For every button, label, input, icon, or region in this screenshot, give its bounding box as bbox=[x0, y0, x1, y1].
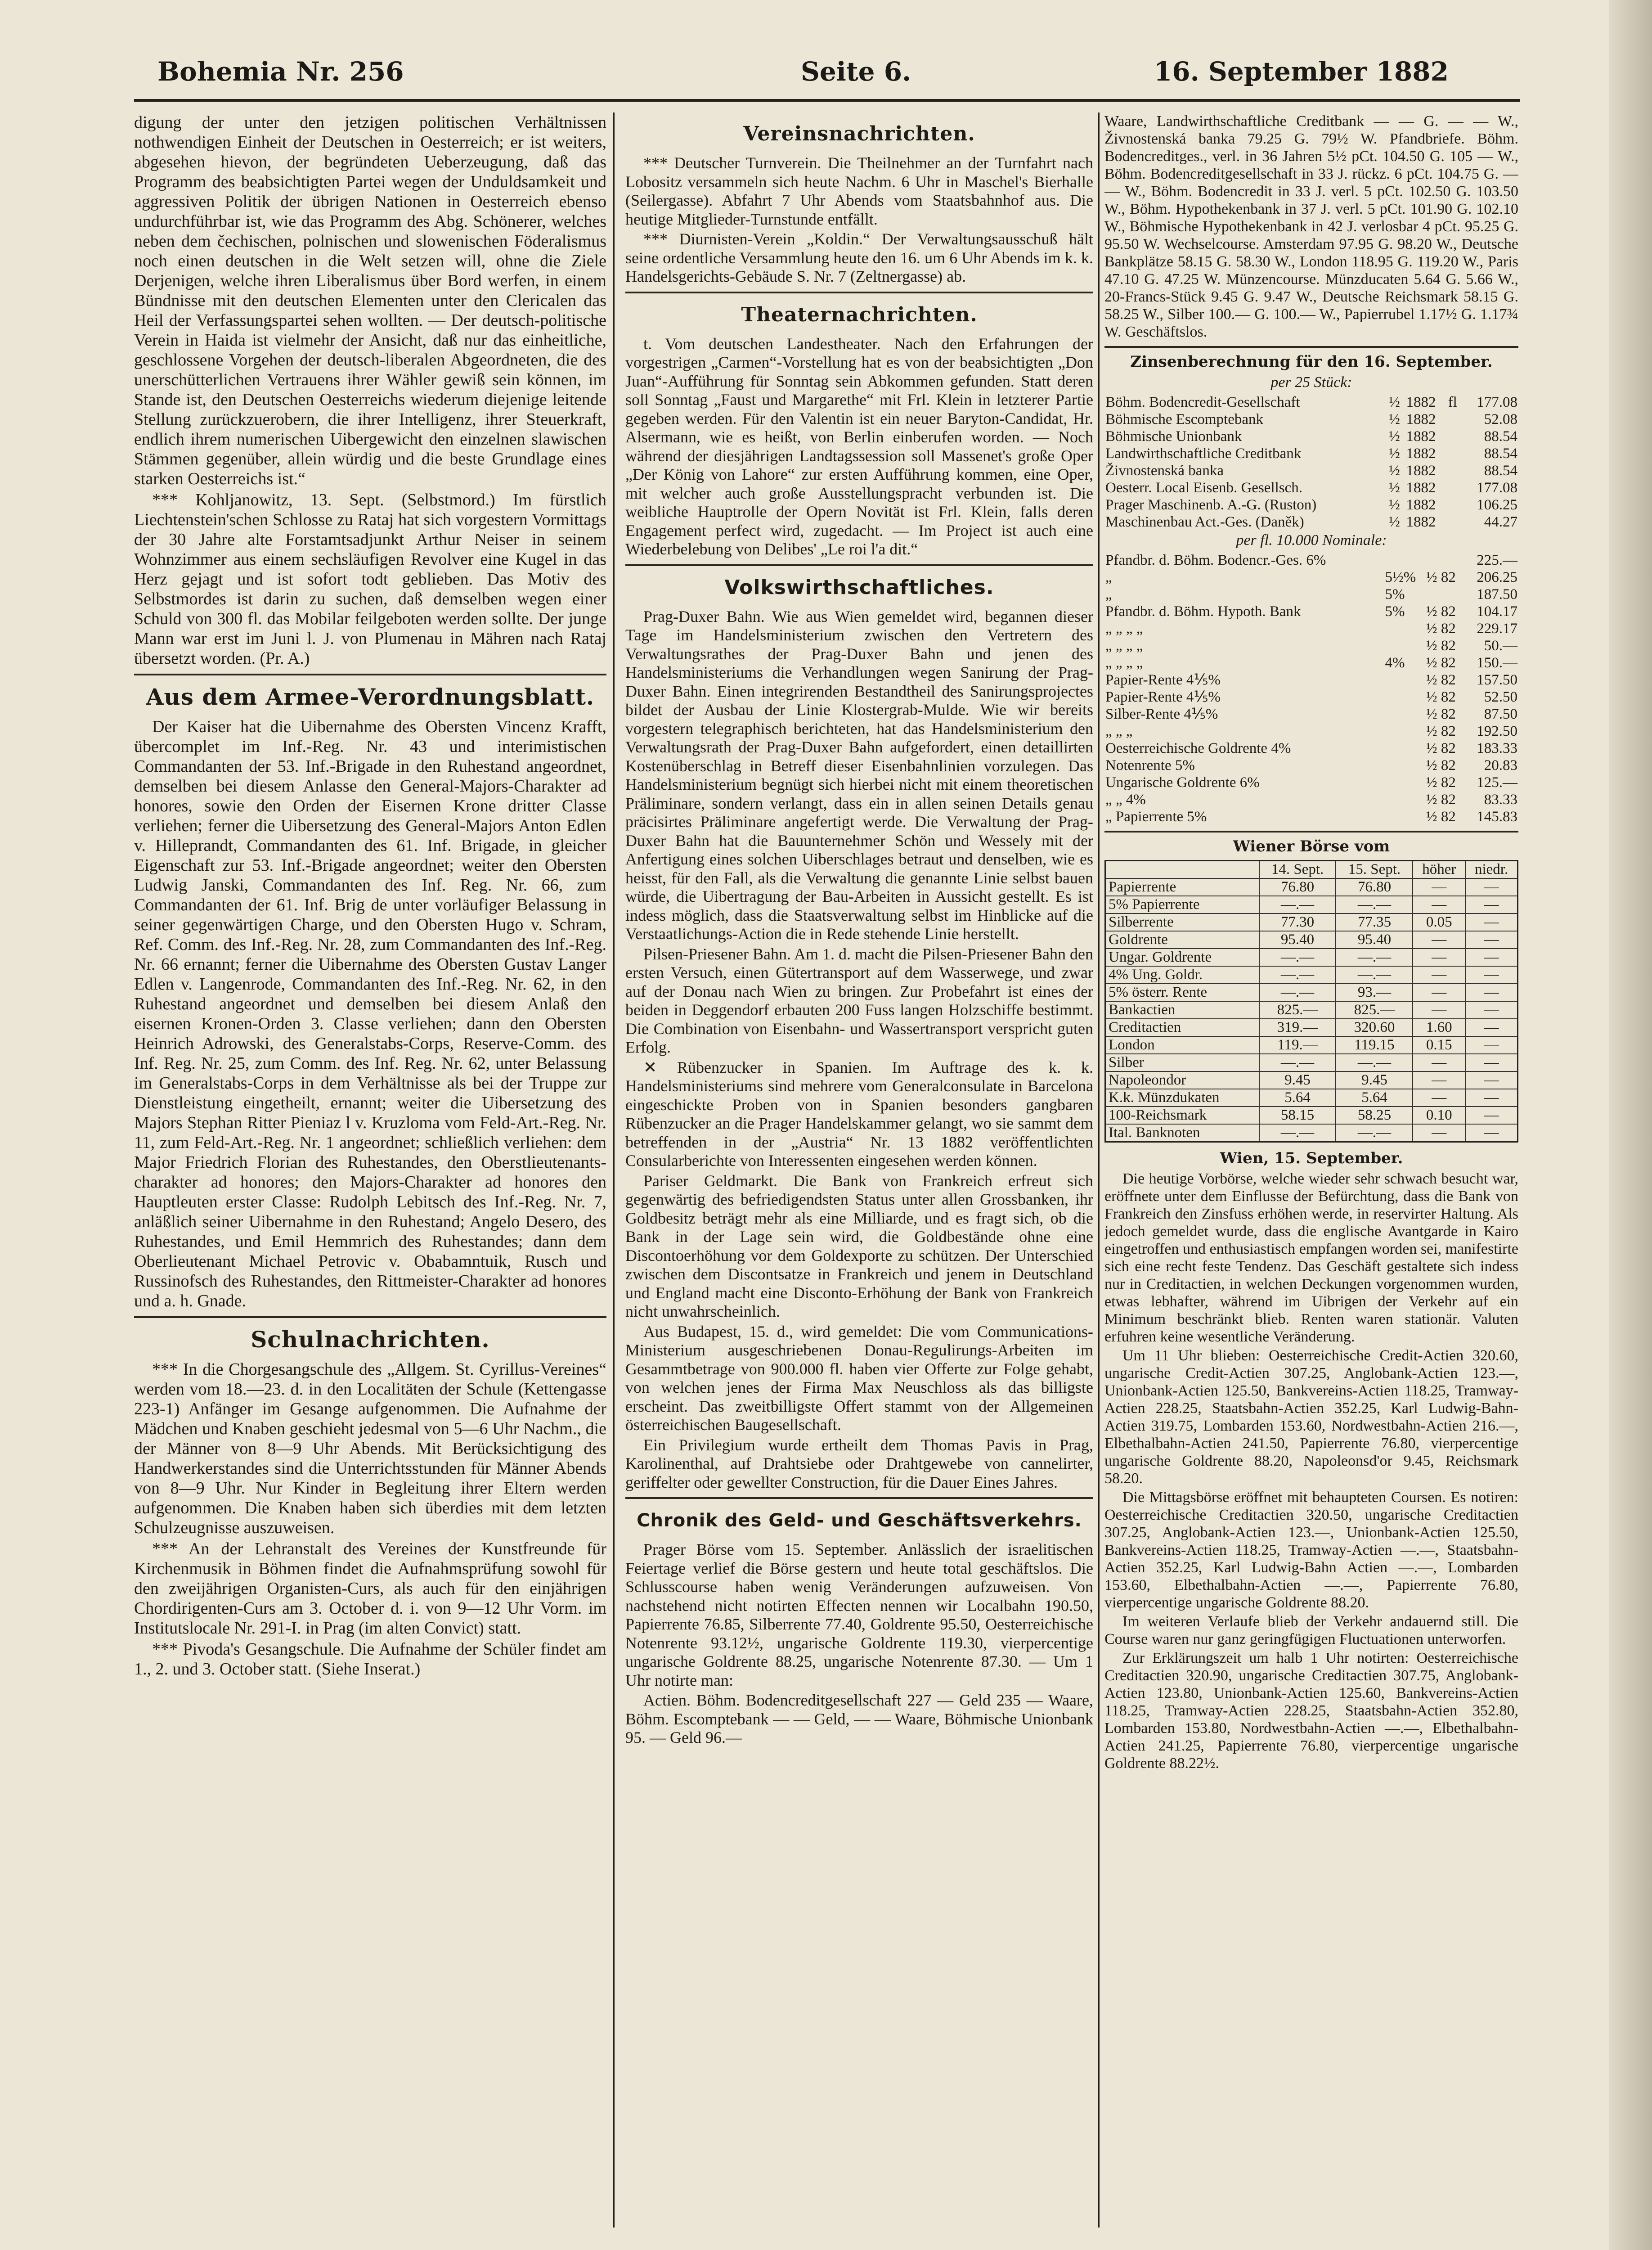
article-paragraph: Pariser Geldmarkt. Die Bank von Frankreich erfreut sich gegenwärtig des befriedigendsten Status unter allen Grossbanken, ihr Goldbesitz beträgt mehr als eine Milliarde, und es fragt sich, ob die Bank in der Lage sein wird, die Goldbestände ohne eine Discontoerhöhung vor dem Goldexporte zu schützen. Der Unterschied zwischen dem Discontsatze in Frankreich und jenem in Deutschland und England macht eine Disconto-Erhöhung der Bank von Frankreich nicht unwahrscheinlich. bbox=[625, 1171, 1093, 1320]
article-paragraph: Waare, Landwirthschaftliche Creditbank — — G. — — W., Živnostenská banka 79.25 G. 79½ W. Pfandbriefe. Böhm. Bodencreditges., verl. in 36 Jahren 5½ pCt. 104.50 G. 105 — W., Böhm. Bodencreditgesellschaft in 33 J. rückz. 6 pCt. 104.75 G. — — W., Böhm. Bodencredit in 33 J. verl. 5 pCt. 102.50 G. 103.50 W., Böhm. Hypothekenbank in 37 J. verl. 5 pCt. 101.90 G. 102.10 W., Böhmische Hypothekenbank in 42 J. verlosbar 4 pCt. 95.25 G. 95.50 W. Wechselcourse. Amsterdam 97.95 G. 98.20 W., Deutsche Bankplätze 58.15 G. 58.30 W., London 118.95 G. 119.20 W., Paris 47.10 G. 47.25 W. Münzencourse. Münzducaten 5.64 G. 5.66 W., 20-Francs-Stück 9.45 G. 9.47 W., Deutsche Reichsmark 58.15 G. 58.25 W., Silber 100.— G. 100.— W., Papierrubel 1.17½ G. 1.17¾ W. Geschäftslos. bbox=[1104, 113, 1518, 340]
article-paragraph: Aus Budapest, 15. d., wird gemeldet: Die vom Communications-Ministerium ausgeschriebenen Donau-Regulirungs-Arbeiten im Gesammtbetrage von 900.000 fl. haben vier Offerte zur Folge gehabt, von welchen jenes der Firma Max Neuschloss als das billigste erscheint. Das zweitbilligste Offert stammt von der Allgemeinen österreichischen Baugesellschaft. bbox=[625, 1322, 1093, 1434]
table-cell: — bbox=[1413, 1089, 1465, 1107]
article-paragraph: Die Mittagsbörse eröffnet mit behaupteten Coursen. Es notiren: Oesterreichische Creditactien 320.50, ungarische Creditactien 307.25, Anglobank-Actien 123.—, Unionbank-Actien 125.50, Bankvereins-Actien 118.25, Tramway-Actien —.—, Staatsbahn-Actien 352.25, Karl Ludwig-Bahn Actien —.—, Lombarden 153.60, Elbethalbahn-Actien —.—, Papierrente 76.80, vierpercentige ungarische Goldrente 88.20. bbox=[1104, 1489, 1518, 1611]
pfandbrief-table bbox=[1104, 552, 1518, 825]
table-cell: Ungarische Goldrente 6% bbox=[1105, 774, 1260, 791]
table-cell: — bbox=[1465, 896, 1517, 914]
table-cell: 320.60 bbox=[1336, 1019, 1413, 1036]
article-paragraph: Prag-Duxer Bahn. Wie aus Wien gemeldet wird, begannen dieser Tage im Handelsministerium zwischen den Vertretern des Verwaltungsrathes der Prag-Duxer Bahn und jenen des Handelsministeriums die Verhandlungen wegen Sanirung der Prag-Duxer Bahn. Einen integrirenden Bestandtheil des Sanirungsprojectes bildet der Ausbau der Linie Klostergrab-Mulde. Wie wir bereits vorgestern telegraphisch berichteten, hat das Handelsministerium den Verwaltungsrath der Prag-Duxer Bahn aufgefordert, einen detaillirten Kostenüberschlag in Betreff dieser Eisenbahnlinien vorzulegen. Das Handelsministerium begnügt sich hierbei nicht mit einem theoretischen Präliminare, sondern verlangt, dass ein in allen seinen Details genau präcisirtes Präliminare angefertigt werde. Die Verwaltung der Prag-Duxer Bahn hat die Bauunternehmer Schön und Wessely mit der Anfertigung eines solchen Uiberschlages betraut und denselben, wie es heisst, für den Fall, als die Verwaltung die genannte Linie selbst bauen würde, die Uibertragung der Bau-Arbeiten in Aussicht gestellt. Es ist indess möglich, dass die Staatsverwaltung selbst im Hinblicke auf die Verstaatlichungs-Action die in Rede stehende Linie herstellt. bbox=[625, 607, 1093, 943]
section-divider bbox=[1104, 346, 1518, 348]
table-cell bbox=[1447, 445, 1462, 462]
table-cell bbox=[1447, 513, 1462, 531]
table-cell: 100-Reichsmark bbox=[1105, 1107, 1259, 1124]
column-rule-2 bbox=[1098, 112, 1100, 2228]
zinsen-heading: Zinsenberechnung für den 16. September. bbox=[1130, 353, 1493, 371]
section-heading-schul: Schulnachrichten. bbox=[251, 1326, 490, 1353]
table-cell: Živnostenská banka bbox=[1105, 463, 1224, 479]
table-cell: ½ 82 bbox=[1426, 792, 1456, 808]
table-cell: Creditactien bbox=[1105, 1019, 1259, 1036]
page-header bbox=[157, 56, 1449, 97]
table-cell: 87.50 bbox=[1484, 706, 1517, 722]
table-cell: 5% Papierrente bbox=[1105, 896, 1259, 914]
table-cell: — bbox=[1465, 1071, 1517, 1089]
table-row bbox=[1104, 808, 1518, 825]
table-row bbox=[1104, 654, 1518, 671]
table-row bbox=[1104, 688, 1518, 706]
table-cell: 1.60 bbox=[1413, 1019, 1465, 1036]
table-cell: — bbox=[1413, 1071, 1465, 1089]
table-cell: — bbox=[1465, 1019, 1517, 1036]
article-paragraph: Prager Börse vom 15. September. Anlässlich der israelitischen Feiertage verlief die Börse gestern und heute total geschäftslos. Die Schlusscourse haben wenig Veränderungen aufzuweisen. Von nachstehend nicht notirten Effecten nennen wir Localbahn 190.50, Papierrente 76.85, Silberrente 77.40, Goldrente 95.50, Oesterreichische Notenrente 93.12½, ungarische Goldrente 119.30, vierpercentige ungarische Goldrente 88.25, ungarische Notenrente 87.30. — Um 1 Uhr notirte man: bbox=[625, 1540, 1093, 1689]
table-cell: — bbox=[1413, 984, 1465, 1001]
table-cell: 157.50 bbox=[1477, 672, 1517, 688]
table-cell: 125.— bbox=[1477, 774, 1517, 791]
table-cell: 58.25 bbox=[1336, 1107, 1413, 1124]
table-row bbox=[1104, 757, 1518, 774]
section-divider bbox=[625, 564, 1093, 566]
table-cell: Ungar. Goldrente bbox=[1105, 949, 1259, 966]
table-cell: 183.33 bbox=[1477, 740, 1517, 756]
table-cell: Böhm. Bodencredit-Gesellschaft bbox=[1105, 394, 1300, 410]
table-cell: — bbox=[1465, 914, 1517, 931]
table-cell: K.k. Münzdukaten bbox=[1105, 1089, 1259, 1107]
table-cell: — bbox=[1465, 878, 1517, 896]
table-cell bbox=[1384, 808, 1425, 825]
table-row bbox=[1104, 445, 1518, 462]
table-cell: 1882 bbox=[1406, 394, 1436, 410]
table-cell: „ „ „ „ bbox=[1105, 638, 1143, 654]
table-row bbox=[1105, 878, 1518, 896]
section-heading-theater: Theaternachrichten. bbox=[741, 303, 978, 326]
column-2 bbox=[625, 112, 1093, 2228]
table-cell: — bbox=[1413, 896, 1465, 914]
table-cell: Goldrente bbox=[1105, 931, 1259, 949]
table-cell: 825.— bbox=[1336, 1001, 1413, 1019]
table-cell: 5½% bbox=[1385, 569, 1416, 585]
table-cell: 44.27 bbox=[1484, 514, 1517, 530]
table-cell: 14. Sept. bbox=[1259, 861, 1336, 879]
article-paragraph: ✕ Rübenzucker in Spanien. Im Auftrage des k. k. Handelsministeriums sind mehrere vom Generalconsulate in Barcelona eingeschickte Proben von in Spanien besonders gangbaren Rübenzucker an die Prager Handelskammer gelangt, wo sie sammt dem betreffenden in der „Austria“ Nr. 13 1882 veröffentlichten Consularberichte von Interessenten eingesehen werden können. bbox=[625, 1058, 1093, 1170]
table-cell: Oesterr. Local Eisenb. Gesellsch. bbox=[1105, 480, 1303, 496]
table-cell: — bbox=[1465, 931, 1517, 949]
nominale-subheading: per fl. 10.000 Nominale: bbox=[1236, 532, 1387, 549]
table-cell bbox=[1447, 496, 1462, 513]
table-cell: —.— bbox=[1259, 966, 1336, 984]
table-cell: ½ bbox=[1389, 480, 1400, 496]
article-paragraph: *** In die Chorgesangschule des „Allgem. St. Cyrillus-Vereines“ werden vom 18.—23. d. in den Localitäten der Schule (Kettengasse 223-1) Anfänger im Gesange aufgenommen. Die Aufnahme der Mädchen und Knaben geschieht jedesmal von 5—6 Uhr Nachm., die der Männer von 8—9 Uhr Abends. Mit Berücksichtigung des Handwerkerstandes sind die Unterrichtsstunden für Männer Abends von 8—9 Uhr. Nur Kinder in Begleitung ihrer Eltern werden aufgenommen. Die Knaben haben sich überdies mit dem letzten Schulzeugnisse auszuweisen. bbox=[134, 1360, 606, 1537]
table-cell: —.— bbox=[1259, 984, 1336, 1001]
table-row bbox=[1105, 1124, 1518, 1142]
table-cell: ½ bbox=[1389, 514, 1400, 530]
table-cell bbox=[1384, 620, 1425, 637]
table-cell: —.— bbox=[1336, 1054, 1413, 1071]
table-cell: Papier-Rente 4⅕% bbox=[1105, 689, 1221, 705]
section-heading-armee: Aus dem Armee-Verordnungsblatt. bbox=[146, 684, 595, 710]
table-cell: 52.08 bbox=[1484, 411, 1517, 428]
table-row bbox=[1104, 774, 1518, 791]
table-cell bbox=[1384, 791, 1425, 808]
table-cell: ½ 82 bbox=[1426, 757, 1456, 774]
header-rule bbox=[134, 99, 1520, 102]
table-cell: 83.33 bbox=[1484, 792, 1517, 808]
table-cell: „ „ 4% bbox=[1105, 792, 1146, 808]
table-cell: 1882 bbox=[1406, 514, 1436, 530]
table-row bbox=[1104, 603, 1518, 620]
table-cell: Pfandbr. d. Böhm. Bodencr.-Ges. 6% bbox=[1105, 552, 1326, 568]
table-cell: London bbox=[1105, 1036, 1259, 1054]
table-cell: 0.05 bbox=[1413, 914, 1465, 931]
table-cell: 77.30 bbox=[1259, 914, 1336, 931]
table-cell: — bbox=[1413, 931, 1465, 949]
table-cell: 9.45 bbox=[1336, 1071, 1413, 1089]
table-cell: — bbox=[1413, 878, 1465, 896]
table-row bbox=[1104, 479, 1518, 496]
table-cell: 177.08 bbox=[1477, 480, 1517, 496]
table-cell: — bbox=[1465, 1001, 1517, 1019]
table-cell: 58.15 bbox=[1259, 1107, 1336, 1124]
table-cell: — bbox=[1465, 1054, 1517, 1071]
column-3 bbox=[1104, 112, 1518, 2228]
table-row bbox=[1104, 496, 1518, 513]
table-cell: ½ 82 bbox=[1426, 689, 1456, 705]
table-row bbox=[1105, 931, 1518, 949]
table-cell bbox=[1425, 552, 1465, 569]
table-cell bbox=[1384, 637, 1425, 654]
table-row bbox=[1104, 706, 1518, 723]
section-divider bbox=[134, 1316, 606, 1318]
table-cell: ½ 82 bbox=[1426, 638, 1456, 654]
table-cell: 4% bbox=[1385, 655, 1405, 671]
table-cell: —.— bbox=[1336, 896, 1413, 914]
table-cell: ½ 82 bbox=[1426, 706, 1456, 722]
table-cell: Silberrente bbox=[1105, 914, 1259, 931]
table-cell: ½ 82 bbox=[1426, 723, 1456, 739]
table-cell: ½ 82 bbox=[1426, 809, 1456, 825]
table-cell: — bbox=[1465, 1107, 1517, 1124]
table-cell bbox=[1425, 586, 1465, 603]
table-cell: — bbox=[1413, 966, 1465, 984]
table-cell: 50.— bbox=[1484, 638, 1517, 654]
table-cell: 150.— bbox=[1477, 655, 1517, 671]
table-row bbox=[1105, 896, 1518, 914]
table-cell: 9.45 bbox=[1259, 1071, 1336, 1089]
table-cell: —.— bbox=[1259, 949, 1336, 966]
section-divider bbox=[625, 1497, 1093, 1499]
table-cell: — bbox=[1465, 984, 1517, 1001]
table-row bbox=[1105, 1001, 1518, 1019]
table-cell: 4% Ung. Goldr. bbox=[1105, 966, 1259, 984]
table-cell: 5.64 bbox=[1336, 1089, 1413, 1107]
table-cell: Silber bbox=[1105, 1054, 1259, 1071]
table-cell: ½ bbox=[1389, 463, 1400, 479]
page-fold-shadow bbox=[1609, 0, 1652, 2250]
table-cell: Landwirthschaftliche Creditbank bbox=[1105, 446, 1302, 462]
table-cell: „ „ „ „ bbox=[1105, 621, 1143, 637]
table-cell: 104.17 bbox=[1477, 603, 1517, 620]
table-cell: — bbox=[1465, 1124, 1517, 1142]
zinsen-table bbox=[1104, 394, 1518, 531]
table-cell bbox=[1384, 757, 1425, 774]
table-row bbox=[1104, 723, 1518, 740]
article-paragraph: Actien. Böhm. Bodencreditgesellschaft 227 — Geld 235 — Waare, Böhm. Escomptebank — — Geld, — — Waare, Böhmische Unionbank 95. — Geld 96.— bbox=[625, 1691, 1093, 1746]
table-row bbox=[1104, 569, 1518, 586]
table-cell bbox=[1384, 740, 1425, 757]
table-cell bbox=[1384, 706, 1425, 723]
table-cell: 0.10 bbox=[1413, 1107, 1465, 1124]
article-paragraph: Der Kaiser hat die Uibernahme des Obersten Vincenz Krafft, übercomplet im Inf.-Reg. Nr. 43 und interimistischen Commandanten der 53. Inf.-Brigade in den Ruhestand angeordnet, demselben bei diesem Anlasse den General-Majors-Charakter ad honores, sowie den Orden der Eisernen Krone dritter Classe verliehen; ferner die Uibersetzung des General-Majors Anton Edlen v. Hilleprandt, Commandanten des 61. Inf. Brigade, in gleicher Eigenschaft zur 53. Inf.-Brigade angeordnet; weiter den Obersten Ludwig Janski, Commandanten des Inf. Reg. Nr. 66, zum Commandanten der 61. Inf. Brig de unter vorläufiger Belassung in seiner gegenwärtigen Charge, und den Obersten Hugo v. Schram, Ref. Comm. des Inf.-Reg. Nr. 28, zum Commandanten des Inf.-Reg. Nr. 66 ernannt; ferner die Uibernahme des Obersten Gustav Langer Edlen v. Langenrode, Commandanten des Inf.-Reg. Nr. 62, in den Ruhestand angeordnet und demselben bei diesem Anlaß den eisernen Kronen-Orden 3. Classe verliehen; dann den Obersten Heinrich Adrowski, des Generalstabs-Corps, Reserve-Comm. des Inf. Reg. Nr. 25, zum Comm. des Inf. Reg. Nr. 62, unter Belassung im Generalstabs-Corps in dem Verhältnisse als bei der Truppe zur Dienstleistung eingetheilt, ernannt; weiter die Uibersetzung des Majors Stephan Ritter Pieniaz l v. Kruzloma vom Feld-Art.-Reg. Nr. 11, zum Feld-Art.-Reg. Nr. 1 angeordnet; schließlich verliehen: dem Major Friedrich Florian des Ruhestandes, den Oberstlieutenants-charakter ad honores; den Majors-Charakter ad honores den Hauptleuten erster Classe: Rudolph Lebitsch des Inf.-Reg. Nr. 7, anläßlich seiner Uibernahme in den Ruhestand; Angelo Desero, des Ruhestandes, und Emil Hemmrich des Ruhestandes; dann dem Oberlieutenant Michael Petrovic v. Obabamntuik, Rusch und Russinofsch des Ruhestandes, den Rittmeister-Charakter ad honores und a. h. Gnade. bbox=[134, 717, 606, 1310]
table-cell: ½ 82 bbox=[1426, 603, 1456, 620]
table-cell: 1882 bbox=[1406, 446, 1436, 462]
section-heading-chronik: Chronik des Geld- und Geschäftsverkehrs. bbox=[637, 1510, 1082, 1531]
article-paragraph: Ein Privilegium wurde ertheilt dem Thomas Pavis in Prag, Karolinenthal, auf Drahtsiebe oder Drahtgewebe von cannelirter, geriffelter oder gewellter Construction, für die Dauer Eines Jahres. bbox=[625, 1436, 1093, 1491]
table-cell: ½ bbox=[1389, 394, 1400, 410]
table-row bbox=[1104, 586, 1518, 603]
table-row bbox=[1105, 966, 1518, 984]
table-cell: 1882 bbox=[1406, 480, 1436, 496]
table-cell bbox=[1384, 671, 1425, 688]
table-row bbox=[1104, 394, 1518, 411]
column-rule-1 bbox=[613, 112, 615, 2228]
section-heading-volkswirtschaft: Volkswirthschaftliches. bbox=[724, 576, 994, 599]
table-cell: 119.— bbox=[1259, 1036, 1336, 1054]
table-cell: 1882 bbox=[1406, 411, 1436, 428]
table-cell: Ital. Banknoten bbox=[1105, 1124, 1259, 1142]
section-divider bbox=[625, 292, 1093, 293]
table-cell: 5% österr. Rente bbox=[1105, 984, 1259, 1001]
table-cell: 15. Sept. bbox=[1336, 861, 1413, 879]
table-cell: 187.50 bbox=[1477, 586, 1517, 603]
table-row bbox=[1105, 1071, 1518, 1089]
table-cell: 77.35 bbox=[1336, 914, 1413, 931]
article-paragraph: *** Kohljanowitz, 13. Sept. (Selbstmord.) Im fürstlich Liechtenstein'schen Schlosse zu Rataj hat sich vorgestern Vormittags der 30 Jahre alte Forstamtsadjunkt Arthur Neiser in seinem Wohnzimmer aus einem sechsläufigen Revolver eine Kugel in das Herz gejagt und ist sofort todt geblieben. Das Motiv des Selbstmordes ist darin zu suchen, daß demselben wegen einer Schuld von 300 fl. das Mobilar feilgeboten werden sollte. Der junge Mann war erst im Juni l. J. von Plumenau in Mähren nach Rataj übersetzt worden. (Pr. A.) bbox=[134, 490, 606, 668]
table-row bbox=[1104, 513, 1518, 531]
table-cell: „ Papierrente 5% bbox=[1105, 809, 1207, 825]
table-cell: 177.08 bbox=[1477, 394, 1517, 410]
table-cell: —.— bbox=[1336, 1124, 1413, 1142]
table-cell bbox=[1447, 479, 1462, 496]
table-cell: ½ 82 bbox=[1426, 569, 1456, 585]
table-cell: 95.40 bbox=[1259, 931, 1336, 949]
table-cell: 192.50 bbox=[1477, 723, 1517, 739]
table-cell: —.— bbox=[1336, 966, 1413, 984]
table-cell: ½ bbox=[1389, 411, 1400, 428]
table-cell: 225.— bbox=[1477, 552, 1517, 568]
table-row bbox=[1105, 1107, 1518, 1124]
table-row bbox=[1104, 791, 1518, 808]
table-row bbox=[1105, 949, 1518, 966]
table-cell: Maschinenbau Act.-Ges. (Daněk) bbox=[1105, 514, 1304, 530]
section-divider bbox=[134, 674, 606, 675]
table-cell: 229.17 bbox=[1477, 621, 1517, 637]
table-cell: 20.83 bbox=[1484, 757, 1517, 774]
table-cell: — bbox=[1465, 949, 1517, 966]
table-row bbox=[1104, 740, 1518, 757]
table-row bbox=[1105, 1054, 1518, 1071]
table-cell: ½ bbox=[1389, 428, 1400, 445]
table-cell bbox=[1384, 774, 1425, 791]
table-cell: Papierrente bbox=[1105, 878, 1259, 896]
table-cell: 76.80 bbox=[1259, 878, 1336, 896]
table-cell: ½ bbox=[1389, 497, 1400, 513]
table-cell: —.— bbox=[1259, 1054, 1336, 1071]
table-cell bbox=[1384, 552, 1425, 569]
table-cell: Notenrente 5% bbox=[1105, 757, 1195, 774]
table-cell: „ „ „ „ bbox=[1105, 655, 1143, 671]
table-cell: 206.25 bbox=[1477, 569, 1517, 585]
table-cell: Oesterreichische Goldrente 4% bbox=[1105, 740, 1291, 756]
article-paragraph: t. Vom deutschen Landestheater. Nach den Erfahrungen der vorgestrigen „Carmen“-Vorstellung hat es von der beabsichtigten „Don Juan“-Aufführung für Sonntag sein Abkommen gefunden. Statt deren soll Sonntag „Faust und Margarethe“ mit Frl. Klein in letzterer Partie gegeben werden. Für den Valentin ist ein neuer Baryton-Candidat, Hr. Alsermann, wie es heißt, von Berlin einberufen worden. — Noch während der diesjährigen Landtagssession soll Massenet's große Oper „Der König von Lahore“ zur ersten Aufführung kommen, eine Oper, mit welcher auch große Ausstellungspracht verbunden ist. Die weibliche Hauptrolle der Opern Novität ist Frl. Klein, falls deren Engagement perfect wird, zugedacht. — Im Project ist auch eine Wiederbelebung von Delibes' „Le roi l'a dit.“ bbox=[625, 334, 1093, 558]
article-paragraph: Zur Erklärungszeit um halb 1 Uhr notirten: Oesterreichische Creditactien 320.90, ungarische Creditactien 307.75, Anglobank-Actien 123.80, Unionbank-Actien 125.60, Bankvereins-Actien 118.25, Tramway-Actien 228.25, Staatsbahn-Actien 352.80, Lombarden 153.80, Nordwestbahn-Actien —.—, Elbethalbahn-Actien 241.25, Papierrente 76.80, vierpercentige ungarische Goldrente 88.22½. bbox=[1104, 1650, 1518, 1772]
table-row bbox=[1104, 671, 1518, 688]
table-cell: 5% bbox=[1385, 586, 1405, 603]
table-row bbox=[1105, 984, 1518, 1001]
table-cell: — bbox=[1413, 949, 1465, 966]
table-cell: 319.— bbox=[1259, 1019, 1336, 1036]
table-cell: —.— bbox=[1336, 949, 1413, 966]
column-1 bbox=[134, 112, 606, 2228]
table-cell: „ „ „ bbox=[1105, 723, 1133, 739]
table-cell: 1882 bbox=[1406, 463, 1436, 479]
table-cell: niedr. bbox=[1465, 861, 1517, 879]
table-cell bbox=[1105, 861, 1259, 879]
table-cell: 106.25 bbox=[1477, 497, 1517, 513]
section-heading-verein: Vereinsnachrichten. bbox=[743, 122, 975, 145]
table-row bbox=[1104, 428, 1518, 445]
table-row bbox=[1104, 552, 1518, 569]
header-date: 16. September 1882 bbox=[1154, 56, 1449, 87]
table-row bbox=[1105, 1036, 1518, 1054]
table-cell: 0.15 bbox=[1413, 1036, 1465, 1054]
article-paragraph: *** An der Lehranstalt des Vereines der Kunstfreunde für Kirchenmusik in Böhmen findet die Aufnahmsprüfung sowohl für den zweijährigen Organisten-Curs, als auch für den einjährigen Chordirigenten-Curs am 3. October d. i. von 9—12 Uhr Vorm. im Institutslocale Nr. 291-I. in Prag (im alten Convict) statt. bbox=[134, 1539, 606, 1638]
table-row bbox=[1104, 620, 1518, 637]
table-cell: ½ 82 bbox=[1426, 655, 1456, 671]
table-row bbox=[1104, 411, 1518, 428]
table-cell bbox=[1447, 411, 1462, 428]
section-divider bbox=[1104, 831, 1518, 832]
table-cell: 76.80 bbox=[1336, 878, 1413, 896]
table-cell: — bbox=[1413, 1054, 1465, 1071]
table-row bbox=[1105, 914, 1518, 931]
table-row bbox=[1104, 637, 1518, 654]
table-cell: 52.50 bbox=[1484, 689, 1517, 705]
article-paragraph: Die heutige Vorbörse, welche wieder sehr schwach besucht war, eröffnete unter dem Einflusse der Befürchtung, dass die Bank von Frankreich den Zinsfuss erhöhen werde, in reservirter Haltung. Als jedoch gemeldet wurde, dass die englische Avantgarde in Kairo eingetroffen und enthusiastisch empfangen worden sei, manifestirte sich eine recht feste Tendenz. Das Geschäft gestaltete sich indess nur in Creditactien, in welchen Deckungen vorgenommen wurden, etwas lebhafter, während im Uibrigen der Verkehr auf ein Minimum beschränkt blieb. Renten waren stationär. Valuten erfuhren keine wesentliche Veränderung. bbox=[1104, 1170, 1518, 1345]
wien-dateline: Wien, 15. September. bbox=[1220, 1149, 1403, 1167]
table-cell: Pfandbr. d. Böhm. Hypoth. Bank bbox=[1105, 603, 1301, 620]
table-cell: 88.54 bbox=[1484, 428, 1517, 445]
table-cell: 93.— bbox=[1336, 984, 1413, 1001]
table-row bbox=[1105, 1019, 1518, 1036]
article-paragraph: Um 11 Uhr blieben: Oesterreichische Credit-Actien 320.60, ungarische Credit-Actien 307.25, Anglobank-Actien 123.—, Unionbank-Actien 125.50, Bankvereins-Actien 118.25, Tramway-Actien 228.25, Staatsbahn-Actien 352.25, Karl Ludwig-Bahn-Actien 319.75, Lombarden 153.60, Nordwestbahn-Actien 216.—, Elbethalbahn-Actien 241.50, Papierrente 76.80, vierpercentige ungarische Goldrente 88.20, Napoleonsd'or 9.45, Reichsmark 58.20. bbox=[1104, 1347, 1518, 1487]
table-cell: —.— bbox=[1259, 896, 1336, 914]
table-cell: „ bbox=[1105, 569, 1112, 585]
table-cell: ½ 82 bbox=[1426, 621, 1456, 637]
table-cell: — bbox=[1465, 966, 1517, 984]
header-issue: Bohemia Nr. 256 bbox=[157, 56, 404, 87]
table-cell bbox=[1384, 688, 1425, 706]
table-cell: Bankactien bbox=[1105, 1001, 1259, 1019]
table-cell: höher bbox=[1413, 861, 1465, 879]
table-cell: Prager Maschinenb. A.-G. (Ruston) bbox=[1105, 497, 1317, 513]
table-cell: — bbox=[1465, 1089, 1517, 1107]
table-cell: Silber-Rente 4⅕% bbox=[1105, 706, 1218, 722]
table-cell: 5% bbox=[1385, 603, 1405, 620]
table-cell: 145.83 bbox=[1477, 809, 1517, 825]
table-cell: 119.15 bbox=[1336, 1036, 1413, 1054]
article-paragraph: Im weiteren Verlaufe blieb der Verkehr andauernd still. Die Course waren nur ganz geringfügigen Fluctuationen unterworfen. bbox=[1104, 1613, 1518, 1647]
table-cell: —.— bbox=[1259, 1124, 1336, 1142]
table-cell: fl bbox=[1448, 394, 1457, 410]
table-cell: 1882 bbox=[1406, 497, 1436, 513]
table-cell: 95.40 bbox=[1336, 931, 1413, 949]
table-cell: ½ 82 bbox=[1426, 740, 1456, 756]
table-cell: Böhmische Escomptebank bbox=[1105, 411, 1264, 428]
table-cell: 1882 bbox=[1406, 428, 1436, 445]
table-cell: Böhmische Unionbank bbox=[1105, 428, 1242, 445]
zinsen-subheading: per 25 Stück: bbox=[1270, 374, 1352, 391]
table-cell: 88.54 bbox=[1484, 463, 1517, 479]
table-cell: — bbox=[1413, 1124, 1465, 1142]
table-cell: ½ 82 bbox=[1426, 774, 1456, 791]
table-cell: 5.64 bbox=[1259, 1089, 1336, 1107]
table-cell bbox=[1447, 462, 1462, 479]
table-cell: — bbox=[1465, 1036, 1517, 1054]
table-cell bbox=[1384, 723, 1425, 740]
table-cell: — bbox=[1413, 1001, 1465, 1019]
wiener-boerse-heading: Wiener Börse vom bbox=[1233, 837, 1390, 855]
wiener-boerse-table bbox=[1104, 860, 1518, 1143]
article-paragraph: Pilsen-Priesener Bahn. Am 1. d. macht die Pilsen-Priesener Bahn den ersten Versuch, einen Gütertransport auf dem Wasserwege, und zwar auf der Donau nach Wien zu bringen. Zur Probefahrt ist eines der beiden in Deggendorf erbauten 200 Fuss langen Holzschiffe bestimmt. Die Combination von Eisenbahn- und Wassertransport verspricht guten Erfolg. bbox=[625, 945, 1093, 1056]
table-cell: 88.54 bbox=[1484, 446, 1517, 462]
table-cell: 825.— bbox=[1259, 1001, 1336, 1019]
table-cell: ½ bbox=[1389, 446, 1400, 462]
table-row bbox=[1104, 462, 1518, 479]
table-cell: „ bbox=[1105, 586, 1112, 603]
table-cell: Papier-Rente 4⅕% bbox=[1105, 672, 1221, 688]
table-cell: Napoleondor bbox=[1105, 1071, 1259, 1089]
table-cell bbox=[1447, 428, 1462, 445]
table-cell: ½ 82 bbox=[1426, 672, 1456, 688]
article-paragraph: *** Diurnisten-Verein „Koldin.“ Der Verwaltungsausschuß hält seine ordentliche Versammlung heute den 16. um 6 Uhr Abends im k. k. Handelsgerichts-Gebäude S. Nr. 7 (Zeltnergasse) ab. bbox=[625, 230, 1093, 285]
table-row bbox=[1105, 1089, 1518, 1107]
article-paragraph: *** Pivoda's Gesangschule. Die Aufnahme der Schüler findet am 1., 2. und 3. October statt. (Siehe Inserat.) bbox=[134, 1640, 606, 1678]
article-paragraph: *** Deutscher Turnverein. Die Theilnehmer an der Turnfahrt nach Lobositz versammeln sich heute Nachm. 6 Uhr in Maschel's Bierhalle (Seilergasse). Abfahrt 7 Uhr Abends vom Staatsbahnhof aus. Die heutige Mitglieder-Turnstunde entfällt. bbox=[625, 154, 1093, 228]
header-page-number: Seite 6. bbox=[801, 56, 911, 87]
article-paragraph: digung der unter den jetzigen politischen Verhältnissen nothwendigen Einheit der Deutschen in Oesterreich; er ist weiters, abgesehen hievon, der begründeten Ueberzeugung, daß das Programm des beabsichtigten Partei wegen der Unduldsamkeit und aggressiven Politik der übrigen Nationen in Oesterreich ebenso undurchführbar ist, wie das Programm des Abg. Schönerer, welches neben dem čechischen, polnischen und slowenischen Föderalismus noch einen deutschen in die Welt setzen will, ohne die Ziele Derjenigen, welche ihren Liberalismus über Bord werfen, in einem Bündnisse mit den deutschen Elementen unter den Clericalen das Heil der Verfassungspartei sehen wollten. — Der deutsch-politische Verein in Haida ist vielmehr der Ansicht, daß nur das einheitliche, geschlossene Vorgehen der deutsch-liberalen Abgeordneten, die des unerschütterlichen Vertrauens ihrer Wähler gewiß sein können, im Stande ist, den Deutschen Oesterreichs wiederum diejenige leitende Stellung zurückzuerobern, die ihrer Intelligenz, ihrer Steuerkraft, endlich ihrem numerischen Uibergewicht den einzelnen slawischen Stämmen gegenüber, allein würdig und die beste Grundlage eines starken Oesterreichs ist.“ bbox=[134, 113, 606, 488]
